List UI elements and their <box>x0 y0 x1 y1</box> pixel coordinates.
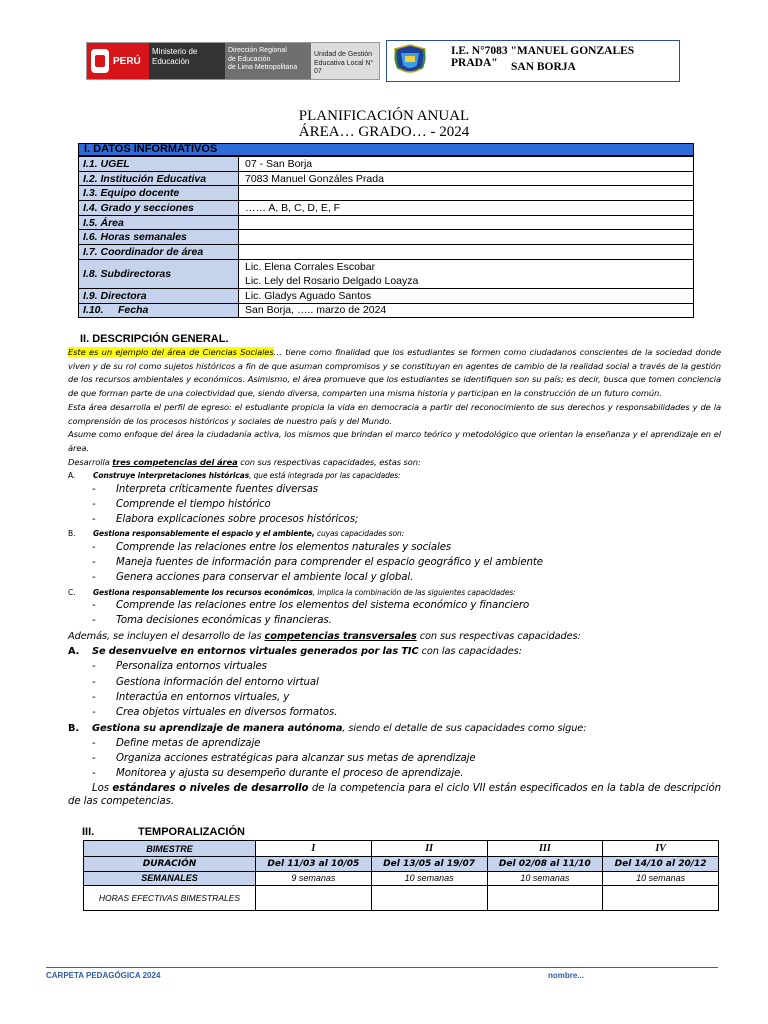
datos-label: I.9. Directora <box>79 288 239 303</box>
intro-text: … tiene como finalidad que los estudiantes se formen como ciudadanos conscientes de la sociedad donde viven y de su rol como sujetos históricos a fin de que asuman compromisos y se constituyan en agentes de cambio de la realidad social a través de la gestión de los recursos ambientales y económicos. Asimismo, el área promueve que los estudiantes se identifiquen son su país; es decir, busca que tomen conciencia de que forman parte de una colectividad que, siendo diversa, comparten una misma historia y participan en la construcción de un futuro común. <box>68 347 721 399</box>
datos-table <box>78 156 694 318</box>
text-span: Desarrolla <box>68 456 113 467</box>
list-item: - Gestiona información del entorno virtual <box>92 675 721 690</box>
table-row <box>84 841 719 857</box>
datos-value <box>239 259 694 288</box>
datos-value <box>239 215 694 230</box>
transversal-b <box>68 721 721 736</box>
datos-value: 7083 Manuel Gonzáles Prada <box>239 171 694 186</box>
list-item: - Comprende el tiempo histórico <box>92 498 721 513</box>
list-letter: B. <box>68 722 79 734</box>
datos-value: Lic. Gladys Aguado Santos <box>239 288 694 303</box>
datos-value: …… A, B, C, D, E, F <box>239 201 694 216</box>
list-item: - Maneja fuentes de información para comprender el espacio geográfico y el ambiente <box>92 556 721 571</box>
school-crest-icon <box>393 43 427 77</box>
datos-label: I.6. Horas semanales <box>79 230 239 245</box>
temporalizacion-heading <box>82 826 245 838</box>
datos-label: I.8. Subdirectoras <box>79 259 239 288</box>
text-span: con sus respectivas capacidades: <box>416 630 581 642</box>
competencia-name: Gestiona su aprendizaje de manera autónoma <box>92 722 343 734</box>
table-row <box>84 871 719 886</box>
paragraph-perfil: Esta área desarrolla el perfil de egreso: el estudiante propicia la vida en democracia a partir del reconocimiento de sus derechos y responsabilidades y de la comprensión de los procesos históricos y sociales de nuestro país y del Mundo. <box>68 401 721 426</box>
text-span: , que está integrada por las capacidades: <box>249 471 401 481</box>
minedu-logo-band <box>86 42 380 80</box>
table-cell: DURACIÓN <box>84 857 256 872</box>
paragraph-intro <box>68 346 721 401</box>
table-cell <box>256 886 372 911</box>
capacidades-list <box>68 659 721 720</box>
list-item: - Personaliza entornos virtuales <box>92 659 721 674</box>
transversales-intro <box>68 629 721 644</box>
datos-row <box>79 157 694 172</box>
estandares-emphasis: estándares o niveles de desarrollo <box>112 782 309 794</box>
table-cell: Del 13/05 al 19/07 <box>371 857 487 872</box>
subdirectora-1: Lic. Elena Corrales Escobar <box>245 260 376 273</box>
datos-value: San Borja, ….. marzo de 2024 <box>239 303 694 318</box>
footer-left-text: CARPETA PEDAGÓGICA 2024 <box>46 971 161 980</box>
datos-row <box>79 259 694 288</box>
table-cell: 10 semanas <box>603 871 719 886</box>
competencia-name: Gestiona responsablemente el espacio y el ambiente, <box>93 529 315 539</box>
competencia-name: Construye interpretaciones históricas <box>93 471 250 481</box>
datos-row <box>79 288 694 303</box>
ugel-label: Unidad de Gestión Educativa Local N° 07 <box>311 43 379 79</box>
list-item: - Elabora explicaciones sobre procesos históricos; <box>92 513 721 528</box>
datos-label: I.4. Grado y secciones <box>79 201 239 216</box>
section-number: III. <box>82 826 95 838</box>
table-cell: 10 semanas <box>371 871 487 886</box>
school-name: I.E. N°7083 "MANUEL GONZALES PRADA" <box>451 45 635 69</box>
table-cell: Del 14/10 al 20/12 <box>603 857 719 872</box>
datos-value <box>239 230 694 245</box>
list-letter: B. <box>68 529 76 539</box>
datos-label: I.2. Institución Educativa <box>79 171 239 186</box>
table-row <box>84 886 719 911</box>
text-span: cuyas capacidades son: <box>314 529 405 539</box>
table-cell: IV <box>603 841 719 857</box>
table-row <box>84 857 719 872</box>
datos-row <box>79 215 694 230</box>
school-header-box <box>386 40 680 82</box>
ministry-label: Ministerio de Educación <box>149 43 225 79</box>
table-cell: 10 semanas <box>487 871 603 886</box>
table-cell <box>603 886 719 911</box>
text-span: de la competencia para el ciclo VII están especificados en la tabla de descripción de las competencias. <box>68 782 721 808</box>
list-item: - Monitorea y ajusta su desempeño durante el proceso de aprendizaje. <box>92 766 721 781</box>
datos-label: I.10. Fecha <box>79 303 239 318</box>
footer-right-text: nombre... <box>548 971 585 980</box>
table-cell <box>487 886 603 911</box>
highlighted-text: Este es un ejemplo del área de Ciencias Sociales <box>68 347 274 357</box>
transversales-emphasis: competencias transversales <box>264 630 417 642</box>
peru-crest-icon <box>91 49 109 73</box>
datos-row <box>79 230 694 245</box>
competencias-emphasis: tres competencias del área <box>112 456 238 467</box>
text-span: Además, se incluyen el desarrollo de las <box>68 630 265 642</box>
competencia-b <box>68 527 721 541</box>
table-cell: Del 11/03 al 10/05 <box>256 857 372 872</box>
school-district: SAN BORJA <box>511 61 576 73</box>
datos-heading: I. DATOS INFORMATIVOS <box>78 143 694 156</box>
table-cell: SEMANALES <box>84 871 256 886</box>
peru-label: PERÚ <box>113 55 141 67</box>
capacidades-list <box>68 541 721 585</box>
datos-label: I.5. Área <box>79 215 239 230</box>
list-item: - Interpreta críticamente fuentes diversas <box>92 483 721 498</box>
list-item: - Comprende las relaciones entre los elementos naturales y sociales <box>92 541 721 556</box>
list-item: - Genera acciones para conservar el ambiente local y global. <box>92 571 721 586</box>
paragraph-estandares <box>68 782 721 809</box>
page-title <box>0 108 768 140</box>
list-item: - Crea objetos virtuales en diversos formatos. <box>92 705 721 720</box>
descripcion-heading: II. DESCRIPCIÓN GENERAL. <box>80 333 229 345</box>
list-item: - Comprende las relaciones entre los elementos del sistema económico y financiero <box>92 599 721 614</box>
table-cell <box>371 886 487 911</box>
text-span: , implica la combinación de las siguientes capacidades: <box>312 587 516 597</box>
competencia-c <box>68 586 721 600</box>
list-item: - Toma decisiones económicas y financieras. <box>92 614 721 629</box>
title-line-1: PLANIFICACIÓN ANUAL <box>298 108 470 124</box>
temporalizacion-table <box>83 840 719 911</box>
table-cell: III <box>487 841 603 857</box>
list-letter: A. <box>68 646 80 658</box>
capacidades-list <box>68 599 721 629</box>
capacidades-list <box>68 483 721 527</box>
footer-divider <box>46 967 718 968</box>
competencia-a <box>68 469 721 483</box>
datos-row <box>79 201 694 216</box>
text-span: con sus respectivas capacidades, estas son: <box>237 456 421 467</box>
text-span: Los <box>92 782 113 794</box>
table-cell: 9 semanas <box>256 871 372 886</box>
text-span: con las capacidades: <box>418 646 522 658</box>
table-cell: BIMESTRE <box>84 841 256 857</box>
table-cell: HORAS EFECTIVAS BIMESTRALES <box>84 886 256 911</box>
text-span: , siendo el detalle de sus capacidades como sigue: <box>342 722 587 734</box>
table-cell: I <box>256 841 372 857</box>
paragraph-competencias <box>68 456 721 470</box>
datos-row <box>79 186 694 201</box>
dre-label: Dirección Regional de Educación de Lima Metropolitana <box>225 43 311 79</box>
datos-row <box>79 303 694 318</box>
datos-label: I.1. UGEL <box>79 157 239 172</box>
section-title: TEMPORALIZACIÓN <box>138 826 245 838</box>
datos-value <box>239 186 694 201</box>
list-letter: A. <box>68 471 76 481</box>
competencia-name: Gestiona responsablemente los recursos económicos <box>93 587 313 597</box>
datos-row <box>79 245 694 260</box>
transversal-a <box>68 644 721 659</box>
competencia-name: Se desenvuelve en entornos virtuales generados por las TIC <box>92 646 419 658</box>
table-cell: Del 02/08 al 11/10 <box>487 857 603 872</box>
list-item: - Organiza acciones estratégicas para alcanzar sus metas de aprendizaje <box>92 751 721 766</box>
datos-row <box>79 171 694 186</box>
datos-value <box>239 245 694 260</box>
descripcion-body <box>68 346 721 809</box>
capacidades-list <box>68 736 721 782</box>
datos-value: 07 - San Borja <box>239 157 694 172</box>
subdirectora-2: Lic. Lely del Rosario Delgado Loayza <box>245 274 419 287</box>
list-item: - Define metas de aprendizaje <box>92 736 721 751</box>
datos-label: I.7. Coordinador de área <box>79 245 239 260</box>
paragraph-enfoque: Asume como enfoque del área la ciudadanía activa, los mismos que brindan el marco teórico y metodológico que orientan la enseñanza y el aprendizaje en el área. <box>68 429 721 453</box>
title-line-2: ÁREA… GRADO… - 2024 <box>298 124 470 140</box>
datos-label: I.3. Equipo docente <box>79 186 239 201</box>
list-letter: C. <box>68 587 76 597</box>
list-item: - Interactúa en entornos virtuales, y <box>92 690 721 705</box>
table-cell: II <box>371 841 487 857</box>
peru-block <box>87 43 149 79</box>
